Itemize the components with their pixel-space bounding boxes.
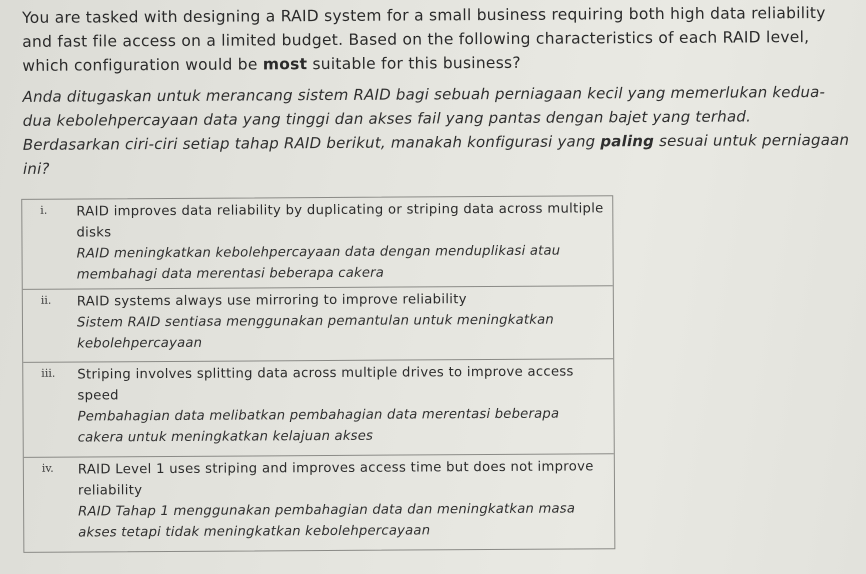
question-malay-text-end: sesuai untuk perniagaan ini? <box>22 130 850 178</box>
statement-body <box>74 454 615 551</box>
statement-number: i. <box>40 203 48 217</box>
statement-malay: RAID meningkatkan kebolehpercayaan data dengan menduplikasi atau membahagi data merentasi beberapa cakera <box>76 243 561 283</box>
statement-body <box>73 286 613 361</box>
statement-malay: Sistem RAID sentiasa menggunakan pemantulan untuk meningkatkan kebolehpercayaan <box>76 312 554 352</box>
question-malay-emphasis: paling <box>600 132 655 151</box>
statement-english: RAID Level 1 uses striping and improves access time but does not improve reliability <box>77 459 594 499</box>
statement-malay: Pembahagian data melibatkan pembahagian data merentasi beberapa cakera untuk meningkatkan kelajuan akses <box>77 406 560 446</box>
statement-row <box>22 196 613 290</box>
statement-english: RAID improves data reliability by duplicating or striping data across multiple disks <box>76 201 604 241</box>
question-english-emphasis: most <box>262 55 308 74</box>
question-malay-text: Anda ditugaskan untuk merancang sistem RAID bagi sebuah perniagaan kecil yang memerlukan kedua-dua kebolehpercayaan data yang tinggi dan akses fail yang pantas dengan bajet yang terhad. Berdasarkan ciri-ciri setiap tahap RAID berikut, manakah konfigurasi yang <box>22 82 826 154</box>
statement-body <box>73 359 614 456</box>
statement-row <box>24 454 615 552</box>
statement-number: ii. <box>40 293 52 307</box>
statement-row <box>23 286 613 363</box>
statement-number: iv. <box>41 461 54 475</box>
question-english-text-end: suitable for this business? <box>307 53 521 74</box>
statement-malay: RAID Tahap 1 menggunakan pembahagian data dan meningkatkan masa akses tetapi tidak meningkatkan kebolehpercayaan <box>78 501 576 541</box>
statement-row <box>23 359 614 458</box>
question-english-text: You are tasked with designing a RAID system for a small business requiring both high data reliability and fast file access on a limited budget. Based on the following characteristics of each RAID level, which configuration would be <box>22 3 826 75</box>
statement-english: RAID systems always use mirroring to improve reliability <box>76 292 467 310</box>
statements-table <box>21 195 615 553</box>
question-english <box>22 1 852 78</box>
statement-english: Striping involves splitting data across multiple drives to improve access speed <box>77 364 574 404</box>
question-malay <box>23 80 854 181</box>
statement-body <box>72 196 613 288</box>
statement-number: iii. <box>41 366 56 380</box>
